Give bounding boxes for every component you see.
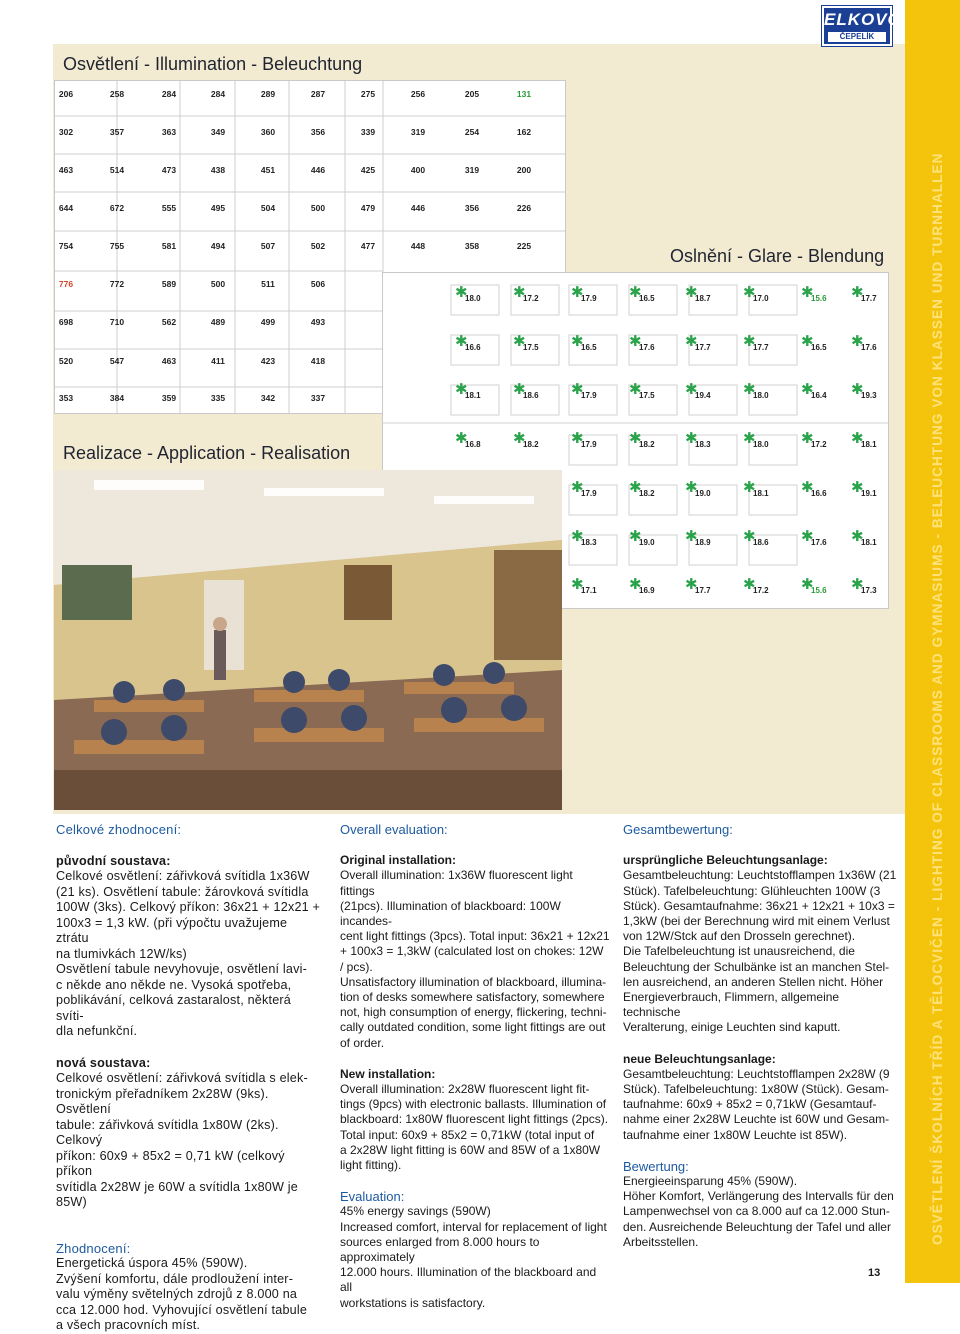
cz-orig-head: původní soustava: bbox=[56, 853, 171, 868]
glare-value: 18.0 bbox=[753, 391, 769, 400]
luminaire-icon: ✱ bbox=[851, 333, 864, 350]
illuminance-value: 205 bbox=[464, 89, 480, 99]
glare-value: 16.6 bbox=[811, 489, 827, 498]
de-orig-line: von 12W/Stck auf den Drosseln gerechnet). bbox=[623, 929, 856, 944]
illuminance-value: 423 bbox=[260, 356, 276, 366]
en-new-line: a 2x28W light fitting is 60W and 85W of a 1x80W bbox=[340, 1142, 601, 1157]
glare-value: 18.6 bbox=[523, 391, 539, 400]
illuminance-value: 353 bbox=[58, 393, 74, 403]
de-orig-line: Gesamtbeleuchtung: Leuchtstofflampen 1x36W (21 bbox=[623, 868, 897, 883]
luminaire-icon: ✱ bbox=[801, 528, 814, 545]
de-new-line: taufnahme: 60x9 + 85x2 = 0,71kW (Gesamtauf- bbox=[623, 1097, 877, 1112]
luminaire-icon: ✱ bbox=[571, 381, 584, 398]
illuminance-value: 755 bbox=[109, 241, 125, 251]
en-eval-line: 45% energy savings (590W) bbox=[340, 1204, 491, 1219]
side-text: OSVĚTLENÍ ŠKOLNÍCH TŘÍD A TĚLOCVIČEN - LIGHTING OF CLASSROOMS AND GYMNASIUMS - BELEUCHTUNG VON KLASSEN UND TURNHALLEN bbox=[930, 152, 945, 1245]
glare-value: 17.5 bbox=[523, 343, 539, 352]
de-eval-line: Arbeitsstellen. bbox=[623, 1234, 699, 1249]
de-orig-line: Energieverbrauch, Flimmern, allgemeine technische bbox=[623, 990, 840, 1020]
glare-value: 19.1 bbox=[861, 489, 877, 498]
de-orig-head: ursprüngliche Beleuchtungsanlage: bbox=[623, 853, 828, 868]
illuminance-value: 162 bbox=[516, 127, 532, 137]
glare-value: 17.3 bbox=[861, 586, 877, 595]
en-orig-line: (21pcs). Illumination of blackboard: 100W incandes- bbox=[340, 898, 561, 929]
en-orig-head: Original installation: bbox=[340, 853, 457, 868]
glare-value: 19.3 bbox=[861, 391, 877, 400]
elkovo-logo bbox=[822, 6, 902, 46]
illumination-title: Osvětlení - Illumination - Beleuchtung bbox=[63, 54, 363, 74]
illuminance-value: 411 bbox=[211, 356, 225, 366]
glare-title: Oslnění - Glare - Blendung bbox=[670, 246, 885, 266]
illuminance-value: 284 bbox=[161, 89, 177, 99]
luminaire-icon: ✱ bbox=[685, 576, 698, 593]
glare-value: 17.6 bbox=[639, 343, 655, 352]
luminaire-icon: ✱ bbox=[801, 430, 814, 447]
luminaire-icon: ✱ bbox=[571, 333, 584, 350]
luminaire-icon: ✱ bbox=[743, 284, 756, 301]
en-eval-line: Increased comfort, interval for replacement of light bbox=[340, 1219, 607, 1234]
en-new-line: tings (9pcs) with electronic ballasts. Illumination of bbox=[340, 1097, 607, 1112]
luminaire-icon: ✱ bbox=[455, 381, 468, 398]
illuminance-value: 644 bbox=[58, 203, 74, 213]
glare-value: 18.1 bbox=[753, 489, 769, 498]
illuminance-value: 473 bbox=[161, 165, 177, 175]
en-orig-line: cent light fittings (3pcs). Total input: 36x21 + 12x21 bbox=[340, 929, 610, 944]
de-orig-line: len ausreichend, an anderen Stellen nicht. Höher bbox=[623, 974, 884, 989]
illuminance-value: 200 bbox=[516, 165, 532, 175]
cz-eval-head: Zhodnocení: bbox=[56, 1240, 131, 1256]
illuminance-value: 495 bbox=[210, 203, 226, 213]
illuminance-value: 479 bbox=[360, 203, 376, 213]
glare-value: 17.6 bbox=[861, 343, 877, 352]
glare-value: 17.7 bbox=[695, 343, 711, 352]
de-orig-line: Veralterung, einige Leuchten sind kaputt. bbox=[623, 1020, 841, 1035]
luminaire-icon: ✱ bbox=[571, 528, 584, 545]
illuminance-value: 672 bbox=[109, 203, 125, 213]
column-german bbox=[623, 822, 897, 1250]
glare-value: 18.0 bbox=[753, 440, 769, 449]
luminaire-icon: ✱ bbox=[629, 576, 642, 593]
illuminance-value: 131 bbox=[516, 89, 532, 99]
glare-value: 18.1 bbox=[861, 440, 877, 449]
illuminance-value: 493 bbox=[310, 317, 326, 327]
glare-value: 17.7 bbox=[861, 294, 877, 303]
illuminance-value: 489 bbox=[210, 317, 226, 327]
glare-value: 18.6 bbox=[753, 538, 769, 547]
glare-value: 17.9 bbox=[581, 489, 597, 498]
classroom-illustration bbox=[54, 470, 562, 810]
illuminance-value: 499 bbox=[260, 317, 276, 327]
de-orig-line: Beleuchtung der Schulbänke ist an manchen Stel- bbox=[623, 959, 890, 974]
glare-value: 17.1 bbox=[581, 586, 597, 595]
illuminance-value: 511 bbox=[261, 279, 275, 289]
cz-orig-line: Celkové osvětlení: zářivková svítidla 1x36W bbox=[56, 869, 310, 883]
illuminance-value: 555 bbox=[161, 203, 177, 213]
luminaire-icon: ✱ bbox=[685, 284, 698, 301]
de-orig-line: 1,3kW (bei der Berechnung wird mit einem Verlust bbox=[623, 914, 890, 929]
illuminance-value: 226 bbox=[516, 203, 532, 213]
illuminance-value: 506 bbox=[310, 279, 326, 289]
column-english bbox=[340, 822, 610, 1311]
illuminance-value: 500 bbox=[210, 279, 226, 289]
en-eval-line: workstations is satisfactory. bbox=[340, 1295, 486, 1310]
cz-new-line: Celkové osvětlení: zářivková svítidla s elek- bbox=[56, 1071, 308, 1085]
glare-value: 16.5 bbox=[581, 343, 597, 352]
luminaire-icon: ✱ bbox=[513, 284, 526, 301]
glare-value: 18.2 bbox=[639, 489, 655, 498]
luminaire-icon: ✱ bbox=[851, 381, 864, 398]
en-orig-line: Unsatisfactory illumination of blackboard, illumina- bbox=[340, 974, 607, 989]
illuminance-value: 289 bbox=[260, 89, 276, 99]
illuminance-value: 438 bbox=[210, 165, 226, 175]
illuminance-value: 448 bbox=[410, 241, 426, 251]
illuminance-value: 287 bbox=[310, 89, 326, 99]
glare-value: 17.2 bbox=[753, 586, 769, 595]
de-new-line: Stück). Tafelbeleuchtung: 1x80W (Stück). Gesam- bbox=[623, 1082, 889, 1097]
illuminance-value: 358 bbox=[464, 241, 480, 251]
luminaire-icon: ✱ bbox=[513, 333, 526, 350]
en-eval-head: Evaluation: bbox=[340, 1189, 405, 1205]
illuminance-value: 589 bbox=[161, 279, 177, 289]
illuminance-value: 356 bbox=[310, 127, 326, 137]
de-title: Gesamtbewertung: bbox=[623, 822, 733, 837]
glare-value: 18.2 bbox=[523, 440, 539, 449]
cz-title: Celkové zhodnocení: bbox=[56, 822, 182, 837]
illuminance-value: 514 bbox=[109, 165, 125, 175]
en-orig-line: of order. bbox=[340, 1035, 385, 1050]
illuminance-value: 319 bbox=[410, 127, 426, 137]
en-new-line: light fitting). bbox=[340, 1158, 402, 1173]
cz-orig-line: na tlumivkách 12W/ks) bbox=[56, 946, 187, 961]
luminaire-icon: ✱ bbox=[629, 479, 642, 496]
glare-value: 16.5 bbox=[811, 343, 827, 352]
de-orig-line: Die Tafelbeleuchtung ist unausreichend, die bbox=[623, 944, 855, 959]
illuminance-value: 463 bbox=[58, 165, 74, 175]
glare-value: 17.0 bbox=[753, 294, 769, 303]
de-eval-line: Lampenwechsel von ca 8.000 auf ca 12.000 Stun- bbox=[623, 1204, 890, 1219]
illuminance-value: 349 bbox=[210, 127, 226, 137]
luminaire-icon: ✱ bbox=[629, 430, 642, 447]
cz-orig-line: c někde ano někde ne. Vysoká spotřeba, bbox=[56, 977, 292, 992]
cz-new-line: příkon: 60x9 + 85x2 = 0,71 kW (celkový příkon bbox=[56, 1148, 285, 1178]
luminaire-icon: ✱ bbox=[685, 528, 698, 545]
glare-value: 17.9 bbox=[581, 391, 597, 400]
glare-value: 18.1 bbox=[465, 391, 481, 400]
luminaire-icon: ✱ bbox=[455, 284, 468, 301]
de-orig-line: Stück). Tafelbeleuchtung: Glühleuchten 100W (3 bbox=[623, 883, 881, 898]
glare-value: 16.5 bbox=[639, 294, 655, 303]
luminaire-icon: ✱ bbox=[851, 430, 864, 447]
glare-value: 19.0 bbox=[639, 538, 655, 547]
illuminance-value: 507 bbox=[260, 241, 276, 251]
glare-value: 18.9 bbox=[695, 538, 711, 547]
luminaire-icon: ✱ bbox=[513, 430, 526, 447]
cz-new-line: 85W) bbox=[56, 1195, 87, 1209]
luminaire-icon: ✱ bbox=[801, 333, 814, 350]
de-new-line: Gesamtbeleuchtung: Leuchtstofflampen 2x28W (9 bbox=[623, 1066, 890, 1081]
luminaire-icon: ✱ bbox=[685, 381, 698, 398]
glare-value: 18.1 bbox=[861, 538, 877, 547]
illuminance-value: 446 bbox=[410, 203, 426, 213]
luminaire-icon: ✱ bbox=[801, 576, 814, 593]
illuminance-value: 284 bbox=[210, 89, 226, 99]
cz-eval-line: Energetická úspora 45% (590W). bbox=[56, 1256, 248, 1270]
illuminance-value: 502 bbox=[310, 241, 326, 251]
illuminance-value: 477 bbox=[360, 241, 376, 251]
luminaire-icon: ✱ bbox=[851, 528, 864, 545]
glare-value: 19.0 bbox=[695, 489, 711, 498]
illuminance-value: 363 bbox=[161, 127, 177, 137]
luminaire-icon: ✱ bbox=[851, 479, 864, 496]
illuminance-value: 776 bbox=[58, 279, 74, 289]
luminaire-icon: ✱ bbox=[571, 479, 584, 496]
luminaire-icon: ✱ bbox=[801, 381, 814, 398]
glare-value: 17.6 bbox=[811, 538, 827, 547]
luminaire-icon: ✱ bbox=[743, 381, 756, 398]
illuminance-value: 400 bbox=[410, 165, 426, 175]
illuminance-value: 359 bbox=[161, 393, 177, 403]
illuminance-value: 254 bbox=[464, 127, 480, 137]
illuminance-value: 302 bbox=[58, 127, 74, 137]
glare-value: 17.7 bbox=[753, 343, 769, 352]
cz-orig-line: poblikávání, celková zastaralost, některá svíti- bbox=[56, 993, 292, 1023]
luminaire-icon: ✱ bbox=[801, 284, 814, 301]
luminaire-icon: ✱ bbox=[685, 479, 698, 496]
illuminance-value: 337 bbox=[310, 393, 326, 403]
illuminance-value: 500 bbox=[310, 203, 326, 213]
illuminance-value: 256 bbox=[410, 89, 426, 99]
de-new-line: nahme einer 2x28W Leuchte ist 60W und Gesam- bbox=[623, 1112, 890, 1127]
glare-value: 17.2 bbox=[811, 440, 827, 449]
de-orig-line: Stück). Gesamtaufnahme: 36x21 + 12x21 + 10x3 = bbox=[623, 898, 895, 913]
illuminance-value: 360 bbox=[260, 127, 276, 137]
luminaire-icon: ✱ bbox=[851, 284, 864, 301]
cz-orig-line: dla nefunkční. bbox=[56, 1024, 138, 1038]
en-orig-line: / pcs). bbox=[340, 959, 373, 974]
luminaire-icon: ✱ bbox=[685, 333, 698, 350]
en-new-line: blackboard: 1x80W fluorescent light fittings (2pcs). bbox=[340, 1112, 609, 1127]
illuminance-value: 547 bbox=[109, 356, 125, 366]
cz-orig-line: 100x3 = 1,3 kW. (při výpočtu uvažujeme ztrátu bbox=[56, 915, 288, 945]
cz-eval-line: valu výměny světelných zdrojů z 8.000 na bbox=[56, 1287, 298, 1301]
illuminance-value: 342 bbox=[260, 393, 276, 403]
illuminance-value: 710 bbox=[109, 317, 125, 327]
luminaire-icon: ✱ bbox=[743, 430, 756, 447]
illuminance-value: 225 bbox=[516, 241, 532, 251]
illuminance-value: 335 bbox=[210, 393, 226, 403]
glare-value: 17.5 bbox=[639, 391, 655, 400]
cz-eval-line: a všech pracovních míst. bbox=[56, 1318, 201, 1332]
glare-value: 18.3 bbox=[581, 538, 597, 547]
illuminance-value: 319 bbox=[464, 165, 480, 175]
illuminance-value: 425 bbox=[360, 165, 376, 175]
illuminance-value: 339 bbox=[360, 127, 376, 137]
de-eval-line: Energieeinsparung 45% (590W). bbox=[623, 1174, 798, 1189]
luminaire-icon: ✱ bbox=[629, 528, 642, 545]
luminaire-icon: ✱ bbox=[629, 333, 642, 350]
illuminance-value: 418 bbox=[310, 356, 326, 366]
illuminance-value: 520 bbox=[58, 356, 74, 366]
cz-orig-line: (21 ks). Osvětlení tabule: žárovková svítidla bbox=[56, 884, 309, 899]
de-new-head: neue Beleuchtungsanlage: bbox=[623, 1051, 776, 1066]
glare-value: 18.0 bbox=[465, 294, 481, 303]
glare-value: 18.7 bbox=[695, 294, 711, 303]
glare-value: 17.9 bbox=[581, 294, 597, 303]
en-orig-line: cally outdated condition, some light fittings are out bbox=[340, 1020, 606, 1035]
column-czech bbox=[56, 822, 322, 1334]
luminaire-icon: ✱ bbox=[743, 528, 756, 545]
illuminance-value: 446 bbox=[310, 165, 326, 175]
glare-value: 16.6 bbox=[465, 343, 481, 352]
luminaire-icon: ✱ bbox=[571, 284, 584, 301]
en-eval-line: sources enlarged from 8.000 hours to approximately bbox=[340, 1234, 540, 1265]
en-title: Overall evaluation: bbox=[340, 822, 448, 837]
cz-new-head: nová soustava: bbox=[56, 1055, 151, 1070]
page-number: 13 bbox=[868, 1267, 881, 1279]
luminaire-icon: ✱ bbox=[571, 430, 584, 447]
illuminance-value: 384 bbox=[109, 393, 125, 403]
illuminance-value: 356 bbox=[464, 203, 480, 213]
cz-orig-line: Osvětlení tabule nevyhovuje, osvětlení lavi- bbox=[56, 962, 308, 976]
glare-value: 15.6 bbox=[811, 586, 827, 595]
logo-sub: ČEPELÍK bbox=[828, 32, 886, 42]
en-new-head: New installation: bbox=[340, 1066, 436, 1081]
glare-value: 19.4 bbox=[695, 391, 711, 400]
glare-value: 16.8 bbox=[465, 440, 481, 449]
illuminance-value: 206 bbox=[58, 89, 74, 99]
glare-value: 18.3 bbox=[695, 440, 711, 449]
illuminance-value: 698 bbox=[58, 317, 74, 327]
luminaire-icon: ✱ bbox=[743, 333, 756, 350]
luminaire-icon: ✱ bbox=[743, 576, 756, 593]
glare-value: 16.4 bbox=[811, 391, 827, 400]
illuminance-value: 581 bbox=[161, 241, 177, 251]
luminaire-icon: ✱ bbox=[801, 479, 814, 496]
classroom-photo bbox=[54, 470, 562, 810]
en-orig-line: + 100x3 = 1,3kW (calculated lost on chokes: 12W bbox=[340, 944, 604, 959]
illuminance-value: 451 bbox=[260, 165, 276, 175]
illuminance-value: 754 bbox=[58, 241, 74, 251]
illuminance-value: 258 bbox=[109, 89, 125, 99]
illuminance-value: 357 bbox=[109, 127, 125, 137]
illuminance-value: 275 bbox=[360, 89, 376, 99]
illuminance-value: 562 bbox=[161, 317, 177, 327]
en-new-line: Total input: 60x9 + 85x2 = 0,71kW (total input of bbox=[340, 1127, 595, 1142]
luminaire-icon: ✱ bbox=[455, 333, 468, 350]
illuminance-value: 463 bbox=[161, 356, 177, 366]
illuminance-value: 504 bbox=[260, 203, 276, 213]
de-eval-head: Bewertung: bbox=[623, 1158, 689, 1174]
luminaire-icon: ✱ bbox=[571, 576, 584, 593]
glare-value: 18.2 bbox=[639, 440, 655, 449]
luminaire-icon: ✱ bbox=[743, 479, 756, 496]
glare-value: 17.2 bbox=[523, 294, 539, 303]
de-eval-line: Höher Komfort, Verlängerung des Intervalls für den bbox=[623, 1189, 894, 1204]
glare-value: 16.9 bbox=[639, 586, 655, 595]
cz-new-line: svítidla 2x28W je 60W a svítidla 1x80W je bbox=[56, 1179, 298, 1194]
application-title: Realizace - Application - Realisation bbox=[63, 443, 351, 463]
glare-value: 17.9 bbox=[581, 440, 597, 449]
glare-value: 17.7 bbox=[695, 586, 711, 595]
cz-eval-line: Zvýšení komfortu, dále prodloužení inter- bbox=[56, 1271, 294, 1286]
en-orig-line: tion of desks somewhere satisfactory, somewhere bbox=[340, 990, 605, 1005]
cz-new-line: tronickým přeřadníkem 2x28W (9ks). Osvětlení bbox=[56, 1086, 269, 1116]
de-eval-line: den. Ausreichende Beleuchtung der Tafel und aller bbox=[623, 1219, 891, 1234]
en-orig-line: not, high consumption of energy, flickering, techni- bbox=[340, 1005, 607, 1020]
en-new-line: Overall illumination: 2x28W fluorescent light fit- bbox=[340, 1082, 590, 1097]
glare-value: 15.6 bbox=[811, 294, 827, 303]
illuminance-value: 494 bbox=[210, 241, 226, 251]
logo-main: ELKOVO bbox=[824, 10, 902, 29]
luminaire-icon: ✱ bbox=[629, 284, 642, 301]
en-eval-line: 12.000 hours. Illumination of the blackboard and all bbox=[340, 1265, 597, 1295]
cz-eval-line: cca 12.000 hod. Vyhovující osvětlení tabule bbox=[56, 1302, 308, 1317]
luminaire-icon: ✱ bbox=[629, 381, 642, 398]
illuminance-value: 772 bbox=[109, 279, 125, 289]
cz-new-line: tabule: zářivková svítidla 1x80W (2ks). Celkový bbox=[56, 1117, 279, 1147]
luminaire-icon: ✱ bbox=[513, 381, 526, 398]
luminaire-icon: ✱ bbox=[455, 430, 468, 447]
luminaire-icon: ✱ bbox=[851, 576, 864, 593]
de-new-line: taufnahme einer 1x80W Leuchte ist 85W). bbox=[623, 1127, 848, 1142]
luminaire-icon: ✱ bbox=[685, 430, 698, 447]
cz-orig-line: 100W (3ks). Celkový příkon: 36x21 + 12x21 + bbox=[56, 900, 321, 914]
en-orig-line: Overall illumination: 1x36W fluorescent light fittings bbox=[340, 868, 573, 898]
